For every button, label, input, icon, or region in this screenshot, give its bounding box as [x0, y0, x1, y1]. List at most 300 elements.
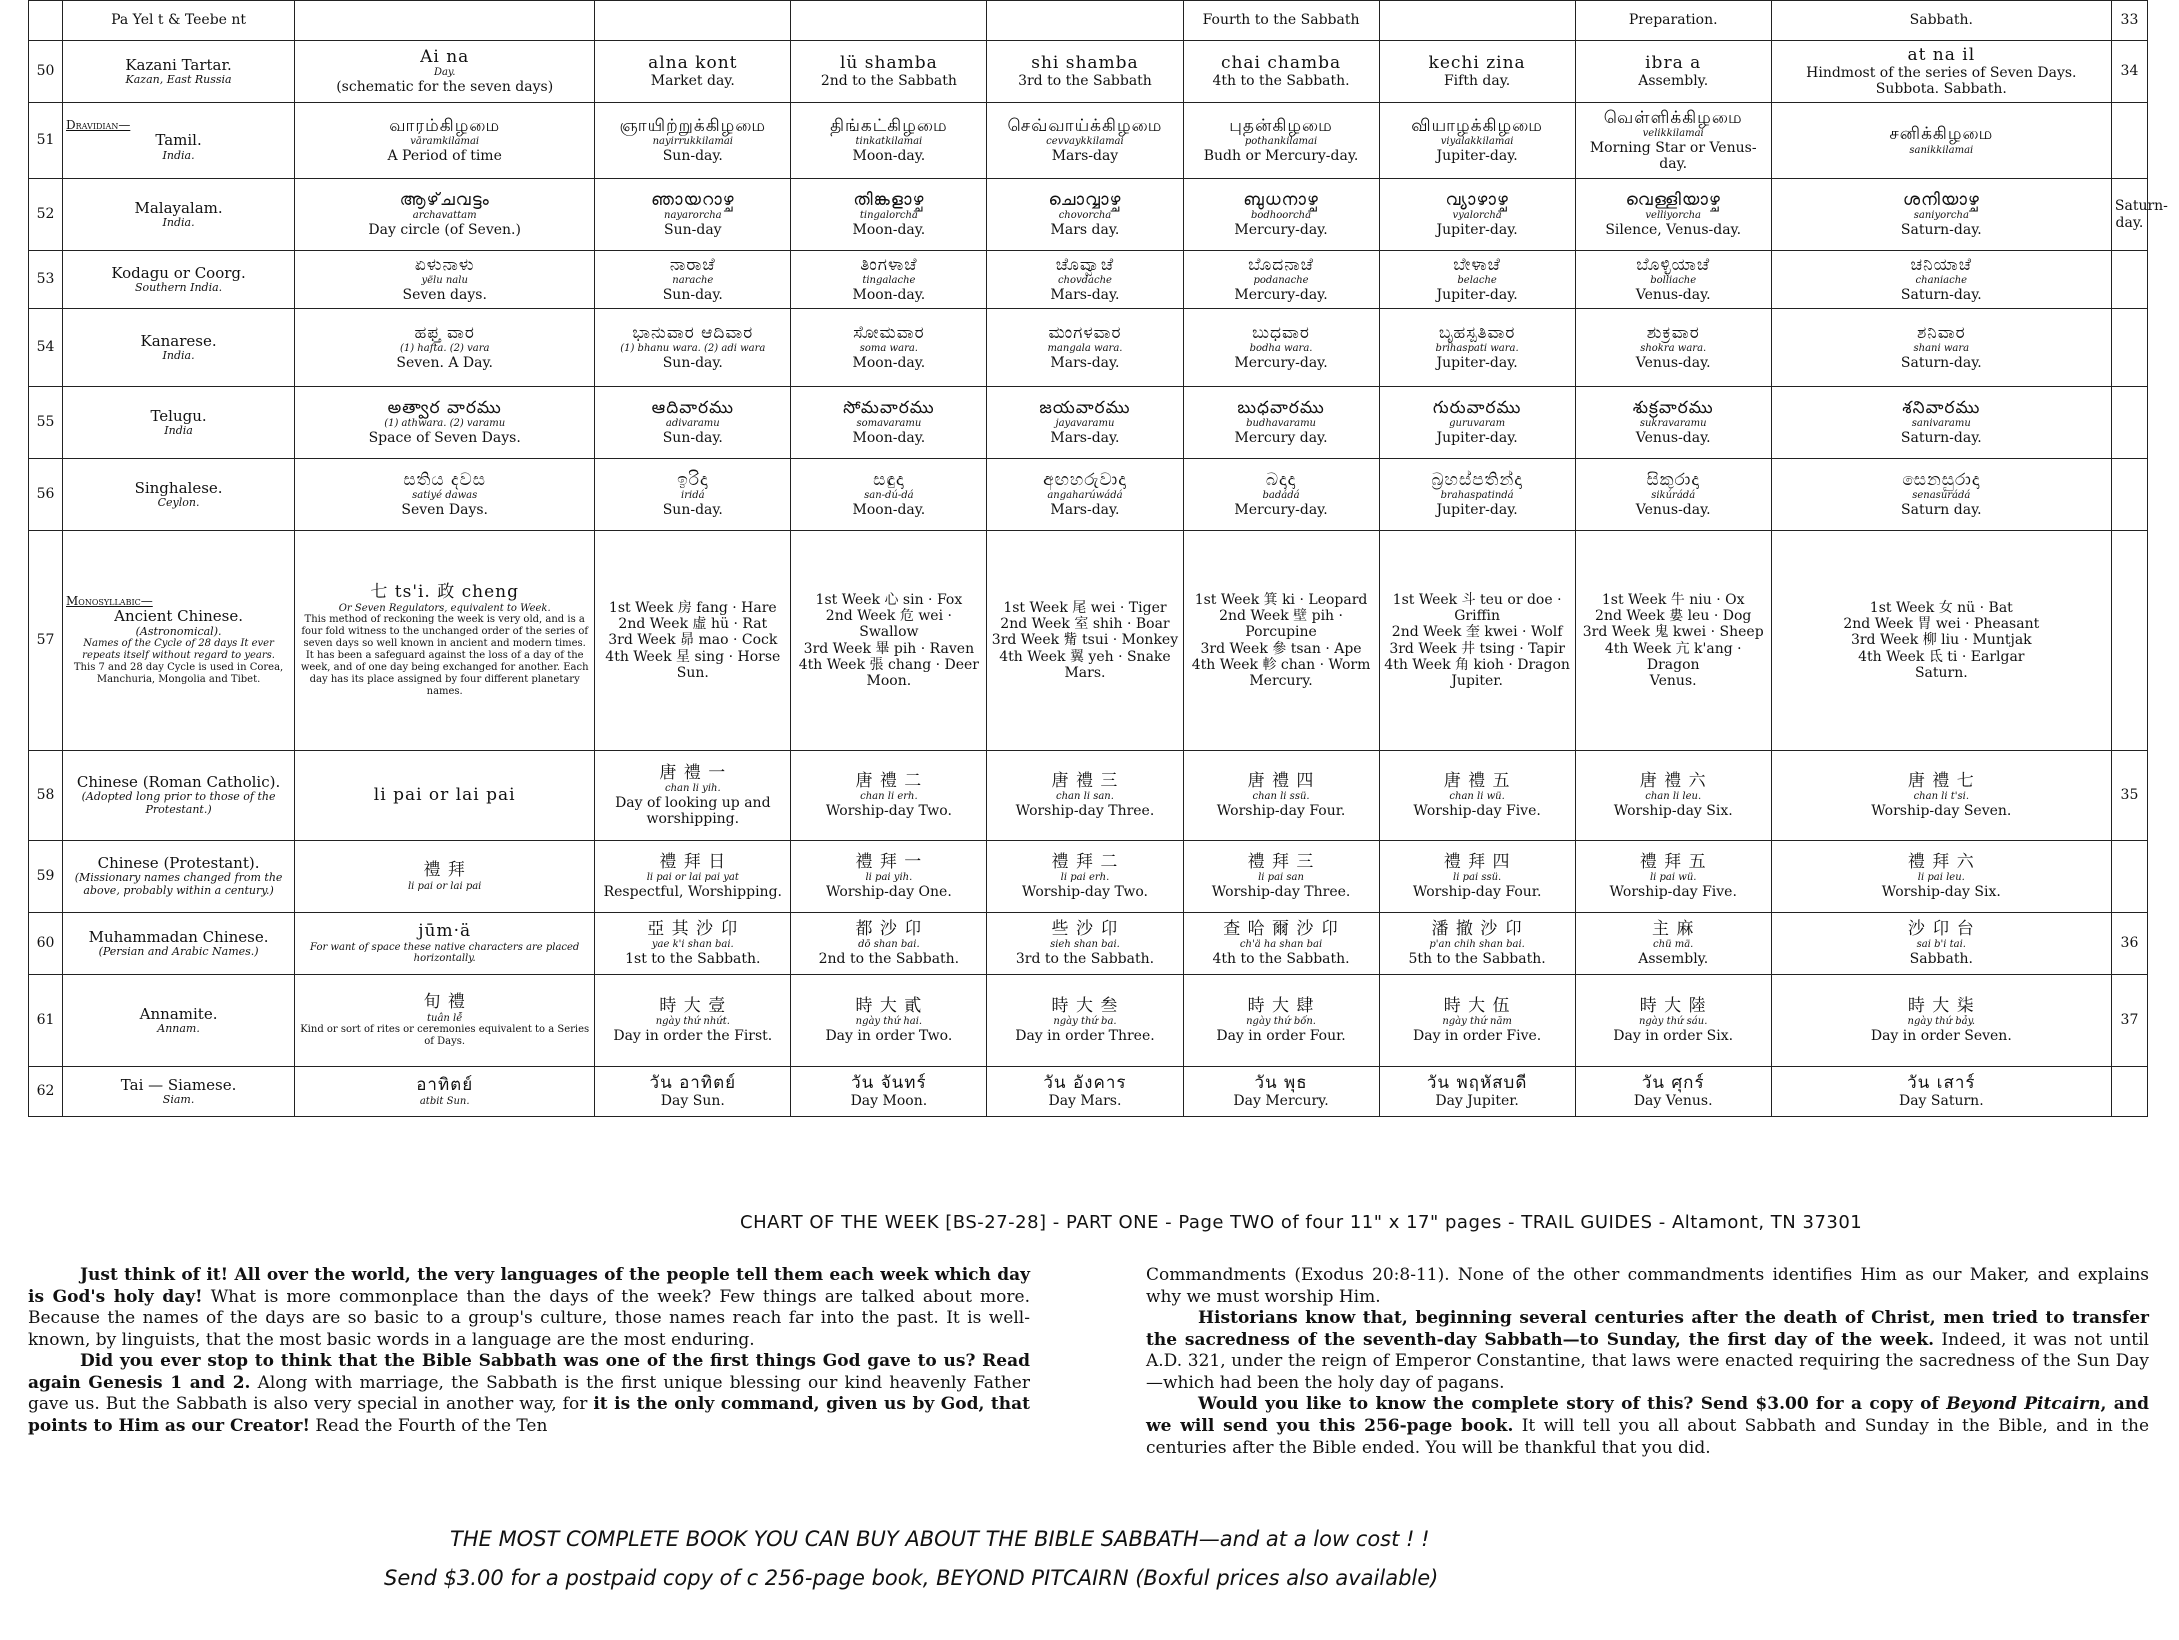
chart-row — [29, 841, 2148, 913]
day-3-cell — [987, 251, 1183, 309]
week-cycle-line: 4th Week 角 kioh · Dragon — [1384, 656, 1570, 673]
day-line: Jupiter-day. — [1436, 147, 1518, 164]
day-line: 都 沙 卬 — [855, 918, 923, 939]
day-line: belache — [1457, 275, 1497, 287]
day-line: 潘 撤 沙 卬 — [1431, 918, 1523, 939]
week-cycle-line: 2nd Week 危 wei · Swallow — [825, 608, 952, 641]
right-page-number — [2111, 103, 2147, 179]
day-5-cell — [1379, 531, 1575, 751]
day-line: Venus-day. — [1635, 354, 1711, 371]
day-3-cell — [987, 103, 1183, 179]
week-cycle-line: 4th Week 亢 k'ang · Dragon — [1604, 640, 1742, 673]
day-line: guruvaram — [1449, 418, 1506, 430]
day-4-cell — [1183, 751, 1379, 841]
day-2-cell — [791, 309, 987, 387]
day-line: Mercury-day. — [1234, 501, 1328, 518]
language-cell — [63, 459, 295, 531]
week-name-cell — [295, 913, 595, 975]
day-line: 4th to the Sabbath. — [1212, 950, 1350, 967]
day-1-cell — [595, 103, 791, 179]
week-cycle-line: 2nd Week 婁 leu · Dog — [1595, 608, 1752, 625]
day-line: 唐 禮 四 — [1247, 770, 1315, 791]
week-name-line: tuân lễ — [427, 1012, 463, 1024]
day-6-cell — [1575, 459, 1771, 531]
day-line: ಬುಧವಾರ — [1252, 322, 1310, 343]
day-5-cell — [1379, 913, 1575, 975]
day-line: bodhoorcha — [1250, 210, 1312, 222]
day-line: Morning Star or Venus-day. — [1589, 139, 1757, 173]
day-4-cell — [1183, 387, 1379, 459]
chart-row — [29, 913, 2148, 975]
promo-line-2: Send $3.00 for a postpaid copy of c 256-page book, BEYOND PITCAIRN (Boxful prices also available) — [384, 1566, 1439, 1590]
week-name-line: archavattam — [412, 210, 477, 222]
day-2-cell — [791, 459, 987, 531]
day-5-cell — [1379, 41, 1575, 103]
day-line: വ്യാഴാഴ്ച — [1445, 189, 1509, 210]
day-line: angaharúwádá — [1047, 490, 1123, 502]
day-line: shi shamba — [1031, 52, 1139, 73]
day-line: adivaramu — [665, 418, 720, 430]
day-1-cell — [595, 1067, 791, 1117]
day-3-cell — [987, 1067, 1183, 1117]
day-5-cell — [1379, 751, 1575, 841]
week-cycle-line: Mercury. — [1249, 672, 1313, 689]
week-name-line: வாரம்கிழமை — [389, 115, 501, 136]
day-line: 3rd to the Sabbath. — [1015, 950, 1155, 967]
language-name: Muhammadan Chinese. — [88, 927, 269, 946]
day-line: chan li ssü. — [1252, 791, 1310, 803]
week-cycle-line: 1st Week 心 sin · Fox — [815, 592, 963, 609]
day-line: 時 大 叁 — [1051, 995, 1119, 1016]
top-fragment-sabbath: Sabbath. — [1771, 1, 2111, 41]
day-line: Sun-day. — [662, 429, 723, 446]
day-line: kechi zina — [1428, 52, 1526, 73]
day-line: Saturn day. — [1901, 501, 1982, 518]
day-line: ಬೃಹಸ್ಪತಿವಾರ — [1438, 322, 1516, 343]
language-cell — [63, 1067, 295, 1117]
day-line: Moon-day. — [852, 501, 926, 518]
day-line: Worship-day Five. — [1413, 802, 1541, 819]
week-cycle-line: Mars. — [1064, 664, 1106, 681]
day-4-cell — [1183, 103, 1379, 179]
row-number: 53 — [29, 251, 63, 309]
day-line: සෙනසුරාදා — [1902, 469, 1981, 490]
language-name: Tamil. — [155, 131, 202, 150]
day-line: ನಾರಾಚೆ — [669, 254, 716, 275]
chart-row — [29, 251, 2148, 309]
day-line: Day Mercury. — [1233, 1093, 1329, 1110]
right-page-number — [2111, 1067, 2147, 1117]
language-location: Annam. — [157, 1021, 200, 1035]
day-line: Worship-day Five. — [1609, 883, 1737, 900]
day-line: (1) bhanu wara. (2) adi wara — [620, 343, 766, 355]
day-line: Worship-day Two. — [1021, 883, 1148, 900]
day-7-cell — [1771, 103, 2111, 179]
day-line: saniyorcha — [1913, 210, 1969, 222]
day-line: วัน จันทร์ — [851, 1072, 927, 1093]
day-line: Sun-day. — [662, 354, 723, 371]
day-line: 時 大 陸 — [1639, 995, 1707, 1016]
right-paragraph-3: Would you like to know the complete story of this? Send $3.00 for a copy of Beyond Pitcairn, and we will send you this 256-page book. It will tell you all about Sabbath and Sunday in the Bible, and in the centuries after the Bible ended. You will be thankful that you did. — [1146, 1394, 2150, 1458]
day-2-cell — [791, 975, 987, 1067]
week-cycle-line: Venus. — [1649, 672, 1697, 689]
day-line: nayarorcha — [664, 210, 722, 222]
day-6-cell — [1575, 975, 1771, 1067]
right-num-33: 33 — [2111, 1, 2147, 41]
day-line: வெள்ளிக்கிழமை — [1603, 107, 1743, 128]
day-4-cell — [1183, 251, 1379, 309]
chart-top-fragment — [29, 1, 2148, 41]
language-location: India. — [162, 215, 195, 229]
day-line: narache — [672, 275, 714, 287]
day-line: Worship-day One. — [825, 883, 952, 900]
day-1-cell — [595, 841, 791, 913]
week-name-line: ಹಫ್ತ ವಾರ — [414, 322, 475, 343]
day-line: செவ்வாய்க்கிழமை — [1007, 115, 1163, 136]
day-2-cell — [791, 179, 987, 251]
day-line: Sun-day. — [662, 501, 723, 518]
day-line: chovdache — [1057, 275, 1112, 287]
day-1-cell — [595, 387, 791, 459]
day-line: Mercury day. — [1234, 429, 1328, 446]
week-name-line: Seven. A Day. — [396, 354, 493, 371]
right-page-number: 37 — [2111, 975, 2147, 1067]
day-2-cell — [791, 841, 987, 913]
week-name-line: 旬 禮 — [423, 991, 466, 1012]
day-line: Mercury-day. — [1234, 286, 1328, 303]
week-name-cell — [295, 751, 595, 841]
week-name-line: jūm·ä — [418, 921, 472, 942]
day-2-cell — [791, 103, 987, 179]
day-3-cell — [987, 179, 1183, 251]
row-number: 58 — [29, 751, 63, 841]
week-name-line: (schematic for the seven days) — [336, 78, 554, 95]
week-name-cell — [295, 309, 595, 387]
day-line: ඉරිදා — [677, 469, 709, 490]
day-line: 禮 拜 一 — [855, 851, 923, 872]
week-cycle-line: Moon. — [866, 672, 912, 689]
day-line: Day in order Four. — [1216, 1027, 1346, 1044]
day-line: yae k'i shan bai. — [651, 939, 734, 951]
day-line: గురువారము — [1432, 397, 1522, 418]
day-2-cell — [791, 531, 987, 751]
right-paragraph-1: Commandments (Exodus 20:8-11). None of the other commandments identifies Him as our Maker, and explains why we must worship Him. — [1146, 1265, 2149, 1307]
week-cycle-line: 3rd Week 鬼 kwei · Sheep — [1582, 624, 1764, 641]
week-name-line: อาทิตย์ — [416, 1074, 474, 1095]
day-line: senasúrádá — [1912, 490, 1971, 502]
day-line: budhavaramu — [1246, 418, 1316, 430]
day-7-cell — [1771, 1067, 2111, 1117]
day-line: tingalorcha — [859, 210, 918, 222]
day-line: 禮 拜 二 — [1051, 851, 1119, 872]
day-line: Day in order Three. — [1015, 1027, 1155, 1044]
week-name-line: ಏಳುನಾಳು — [414, 254, 475, 275]
day-line: 唐 禮 一 — [659, 762, 727, 783]
week-cycle-line: 3rd Week 昴 mao · Cock — [608, 632, 778, 649]
day-4-cell — [1183, 459, 1379, 531]
day-line: 唐 禮 七 — [1907, 770, 1975, 791]
top-fragment-fourth: Fourth to the Sabbath — [1183, 1, 1379, 41]
day-line: 禮 拜 日 — [659, 851, 727, 872]
week-cycle-line: 4th Week 張 chang · Deer — [798, 656, 979, 673]
week-name-cell — [295, 1067, 595, 1117]
day-line: 時 大 貳 — [855, 995, 923, 1016]
day-7-cell — [1771, 841, 2111, 913]
day-line: సోమవారము — [843, 397, 935, 418]
day-2-cell — [791, 751, 987, 841]
day-line: nayirrukkilamai — [652, 136, 733, 148]
day-line: Moon-day. — [852, 221, 926, 238]
day-line: podanache — [1253, 275, 1309, 287]
day-line: somavaramu — [856, 418, 922, 430]
day-5-cell — [1379, 309, 1575, 387]
day-line: Budh or Mercury-day. — [1203, 147, 1359, 164]
day-line: Silence, Venus-day. — [1605, 221, 1742, 238]
language-cell — [63, 309, 295, 387]
day-line: li pai san — [1258, 872, 1304, 884]
day-line: shani wara — [1913, 343, 1970, 355]
day-line: Fifth day. — [1443, 73, 1511, 90]
day-line: Day Sun. — [660, 1093, 725, 1110]
week-name-line: Ai na — [420, 46, 470, 67]
day-line: Jupiter-day. — [1436, 286, 1518, 303]
day-1-cell — [595, 41, 791, 103]
language-location: Ceylon. — [157, 495, 200, 509]
day-line: ngày thứ năm — [1442, 1016, 1512, 1028]
day-6-cell — [1575, 751, 1771, 841]
chart-row — [29, 387, 2148, 459]
right-page-number — [2111, 531, 2147, 751]
day-line: Market day. — [650, 73, 735, 90]
day-line: 唐 禮 五 — [1443, 770, 1511, 791]
day-line: Jupiter-day. — [1436, 354, 1518, 371]
day-7-cell — [1771, 913, 2111, 975]
language-note-2: This 7 and 28 day Cycle is used in Corea, Manchuria, Mongolia and Tibet. — [73, 662, 284, 686]
day-line: 唐 禮 二 — [855, 770, 923, 791]
day-3-cell — [987, 841, 1183, 913]
day-line: sanivaramu — [1911, 418, 1971, 430]
right-page-number: 35 — [2111, 751, 2147, 841]
week-name-line: satiyé dawas — [412, 490, 478, 502]
right-paragraph-2: Historians know that, beginning several centuries after the death of Christ, men tried to transfer the sacredness of the seventh-day Sabbath—to Sunday, the first day of the week. Indeed, it was not until A.D. 321, under the reign of Emperor Constantine, that laws were enacted requiring the sacredness of the Sun Day—which had been the holy day of pagans. — [1146, 1308, 2149, 1393]
language-location: (Astronomical). — [135, 624, 222, 638]
day-line: శుక్రవారము — [1632, 397, 1714, 418]
week-cycle-line: 3rd Week 參 tsan · Ape — [1200, 640, 1362, 657]
language-name: Kanarese. — [140, 331, 217, 350]
day-line: ngày thứ bảy. — [1907, 1016, 1976, 1028]
day-4-cell — [1183, 1067, 1379, 1117]
day-line: cevvaykkilamai — [1046, 136, 1124, 148]
day-line: புதன்கிழமை — [1229, 115, 1333, 136]
day-line: ಶನಿವಾರ — [1916, 322, 1966, 343]
day-line: 2nd to the Sabbath. — [818, 950, 960, 967]
week-name-line: li pai or lai pai — [407, 880, 482, 892]
language-cell — [63, 913, 295, 975]
day-line: 禮 拜 三 — [1247, 851, 1315, 872]
right-page-number — [2111, 251, 2147, 309]
day-5-cell — [1379, 179, 1575, 251]
week-cycle-line: 3rd Week 畢 pih · Raven — [803, 640, 975, 657]
language-name: Telugu. — [150, 406, 207, 425]
language-location: (Missionary names changed from the above, probably within a century.) — [74, 871, 283, 898]
day-5-cell — [1379, 103, 1575, 179]
day-3-cell — [987, 975, 1183, 1067]
week-name-line: vāramkilamai — [410, 136, 480, 148]
week-cycle-line: 3rd Week 柳 liu · Muntjak — [1850, 632, 2032, 649]
week-cycle-line: 1st Week 房 fang · Hare — [608, 600, 777, 617]
week-cycle-line: 1st Week 尾 wei · Tiger — [1003, 600, 1167, 617]
day-2-cell — [791, 387, 987, 459]
week-name-line: සතිය දවස — [403, 469, 487, 490]
week-cycle-line: 2nd Week 奎 kwei · Wolf — [1391, 624, 1563, 641]
day-4-cell — [1183, 913, 1379, 975]
day-line: Worship-day Four. — [1412, 883, 1542, 900]
day-line: chan li leu. — [1645, 791, 1702, 803]
day-line: chü mä. — [1653, 939, 1694, 951]
left-paragraph-2: Did you ever stop to think that the Bible Sabbath was one of the first things God gave to us? Read again Genesis 1 and 2. Along with marriage, the Sabbath is the first unique blessing our kind heavenly Father gave us. But the Sabbath is also very special in another way, for it is the only command, given us by God, that points to Him as our Creator! Read the Fourth of the Ten — [28, 1351, 1030, 1437]
week-cycle-line: 1st Week 女 nü · Bat — [1869, 600, 2013, 617]
day-line: sukravaramu — [1639, 418, 1707, 430]
right-page-number — [2111, 309, 2147, 387]
day-line: alna kont — [648, 52, 738, 73]
day-line: vyalorcha — [1452, 210, 1502, 222]
day-line: bodha wara. — [1249, 343, 1313, 355]
day-line: 3rd to the Sabbath — [1018, 73, 1152, 90]
day-line: ಬೊಳ್ಳಿಯಾಚೆ — [1636, 254, 1711, 275]
chart-row — [29, 309, 2148, 387]
language-name: Tai — Siamese. — [120, 1075, 237, 1094]
week-name-line: Kind or sort of rites or ceremonies equivalent to a Series of Days. — [300, 1024, 590, 1048]
day-line: Moon-day. — [852, 286, 926, 303]
day-line: sai b'i tai. — [1916, 939, 1966, 951]
week-cycle-line: 3rd Week 觜 tsui · Monkey — [991, 632, 1179, 649]
right-page-number — [2111, 387, 2147, 459]
day-line: Mercury-day. — [1234, 221, 1328, 238]
day-5-cell — [1379, 975, 1575, 1067]
language-location: India. — [162, 348, 195, 362]
day-line: lü shamba — [840, 52, 938, 73]
day-line: శనివారము — [1902, 397, 1981, 418]
day-line: chan li t'si. — [1913, 791, 1970, 803]
week-name-line: Space of Seven Days. — [368, 429, 521, 446]
row-number: 51 — [29, 103, 63, 179]
week-name-cell — [295, 531, 595, 751]
day-line: Saturn-day. — [1900, 286, 1982, 303]
language-location: Southern India. — [135, 280, 223, 294]
day-line: at na il — [1907, 44, 1976, 65]
day-line: සඳුදා — [873, 469, 905, 490]
day-line: bolliache — [1650, 275, 1697, 287]
day-line: Sabbath. — [1909, 950, 1973, 967]
language-location: Siam. — [162, 1092, 195, 1106]
language-cell — [63, 103, 295, 179]
week-name-line: yëlu nalu — [421, 275, 468, 287]
day-7-cell — [1771, 309, 2111, 387]
week-name-line: Or Seven Regulators, equivalent to Week. — [338, 602, 551, 614]
day-1-cell — [595, 531, 791, 751]
day-7-cell — [1771, 751, 2111, 841]
chart-body — [29, 1, 2168, 1117]
day-line: pothankilamai — [1244, 136, 1318, 148]
week-cycle-line: 4th Week 翼 yeh · Snake — [999, 648, 1171, 665]
day-7-cell — [1771, 41, 2111, 103]
day-line: Mars-day. — [1050, 501, 1120, 518]
top-fragment-preparation: Preparation. — [1575, 1, 1771, 41]
day-line: tingalache — [862, 275, 916, 287]
day-line: Jupiter-day. — [1436, 429, 1518, 446]
week-name-line: 禮 拜 — [423, 859, 466, 880]
day-5-cell — [1379, 1067, 1575, 1117]
language-cell — [63, 387, 295, 459]
day-line: mangala wara. — [1047, 343, 1123, 355]
day-line: Worship-day Three. — [1015, 802, 1155, 819]
day-line: วัน อาทิตย์ — [649, 1072, 737, 1093]
day-5-cell — [1379, 251, 1575, 309]
day-line: Moon-day. — [852, 354, 926, 371]
day-line: วัน อังคาร — [1043, 1072, 1127, 1093]
week-name-cell — [295, 251, 595, 309]
day-6-cell — [1575, 841, 1771, 913]
day-7-cell — [1771, 459, 2111, 531]
day-line: 些 沙 卬 — [1051, 918, 1119, 939]
week-name-cell — [295, 975, 595, 1067]
chart-row — [29, 975, 2148, 1067]
day-line: li pai or lai pai yat — [646, 872, 739, 884]
day-line: Sun-day. — [662, 286, 723, 303]
week-name-line: For want of space these native characters are placed horizontally. — [310, 941, 580, 965]
day-line: Day in order Two. — [825, 1027, 953, 1044]
language-name: Chinese (Protestant). — [97, 854, 260, 873]
day-line: തിങ്കളാഴ്ച — [853, 189, 925, 210]
language-cell — [63, 41, 295, 103]
day-line: வியாழக்கிழமை — [1411, 115, 1543, 136]
row-number: 62 — [29, 1067, 63, 1117]
day-line: 4th to the Sabbath. — [1212, 73, 1350, 90]
day-line: shokra wara. — [1640, 343, 1707, 355]
day-line: ചൊവ്വാഴ്ച — [1048, 189, 1122, 210]
day-line: Mars-day. — [1050, 354, 1120, 371]
day-line: ಚನಿಯಾಚೆ — [1910, 254, 1973, 275]
day-3-cell — [987, 751, 1183, 841]
week-name-line: atbit Sun. — [419, 1095, 470, 1107]
day-line: Day Moon. — [850, 1093, 928, 1110]
chart-row — [29, 41, 2148, 103]
day-line: Saturn-day. — [1900, 221, 1982, 238]
right-page-number: 34 — [2111, 41, 2147, 103]
day-line: ഞായറാഴ്ച — [651, 189, 735, 210]
week-name-cell — [295, 387, 595, 459]
week-cycle-line: Saturn. — [1914, 664, 1968, 681]
day-line: li pai leu. — [1917, 872, 1965, 884]
day-line: sikúrádá — [1651, 490, 1696, 502]
week-name-line: 七 ts'i. 政 cheng — [370, 581, 520, 602]
week-name-line: This method of reckoning the week is very old, and is a four fold witness to the unchanged order of the series of seven days so well known in ancient and modern times. It has been a safeguard against the loss of a day of the week, and of one day being exchanged for another. Each day has its place assigned by four different planetary names. — [300, 614, 589, 698]
week-cycle-line: 4th Week 星 sing · Horse — [605, 648, 781, 665]
day-line: 亞 其 沙 卬 — [647, 918, 739, 939]
day-2-cell — [791, 913, 987, 975]
day-line: බ්‍රහස්පතින්දා — [1431, 469, 1523, 490]
row-number: 50 — [29, 41, 63, 103]
day-line: 禮 拜 五 — [1639, 851, 1707, 872]
day-line: Day in order the First. — [613, 1027, 773, 1044]
day-line: Saturn-day. — [1900, 354, 1982, 371]
day-4-cell — [1183, 41, 1379, 103]
day-line: li pai erh. — [1060, 872, 1110, 884]
day-line: ఆదివారము — [651, 397, 734, 418]
week-name-cell — [295, 103, 595, 179]
day-6-cell — [1575, 913, 1771, 975]
day-line: chaniache — [1915, 275, 1968, 287]
